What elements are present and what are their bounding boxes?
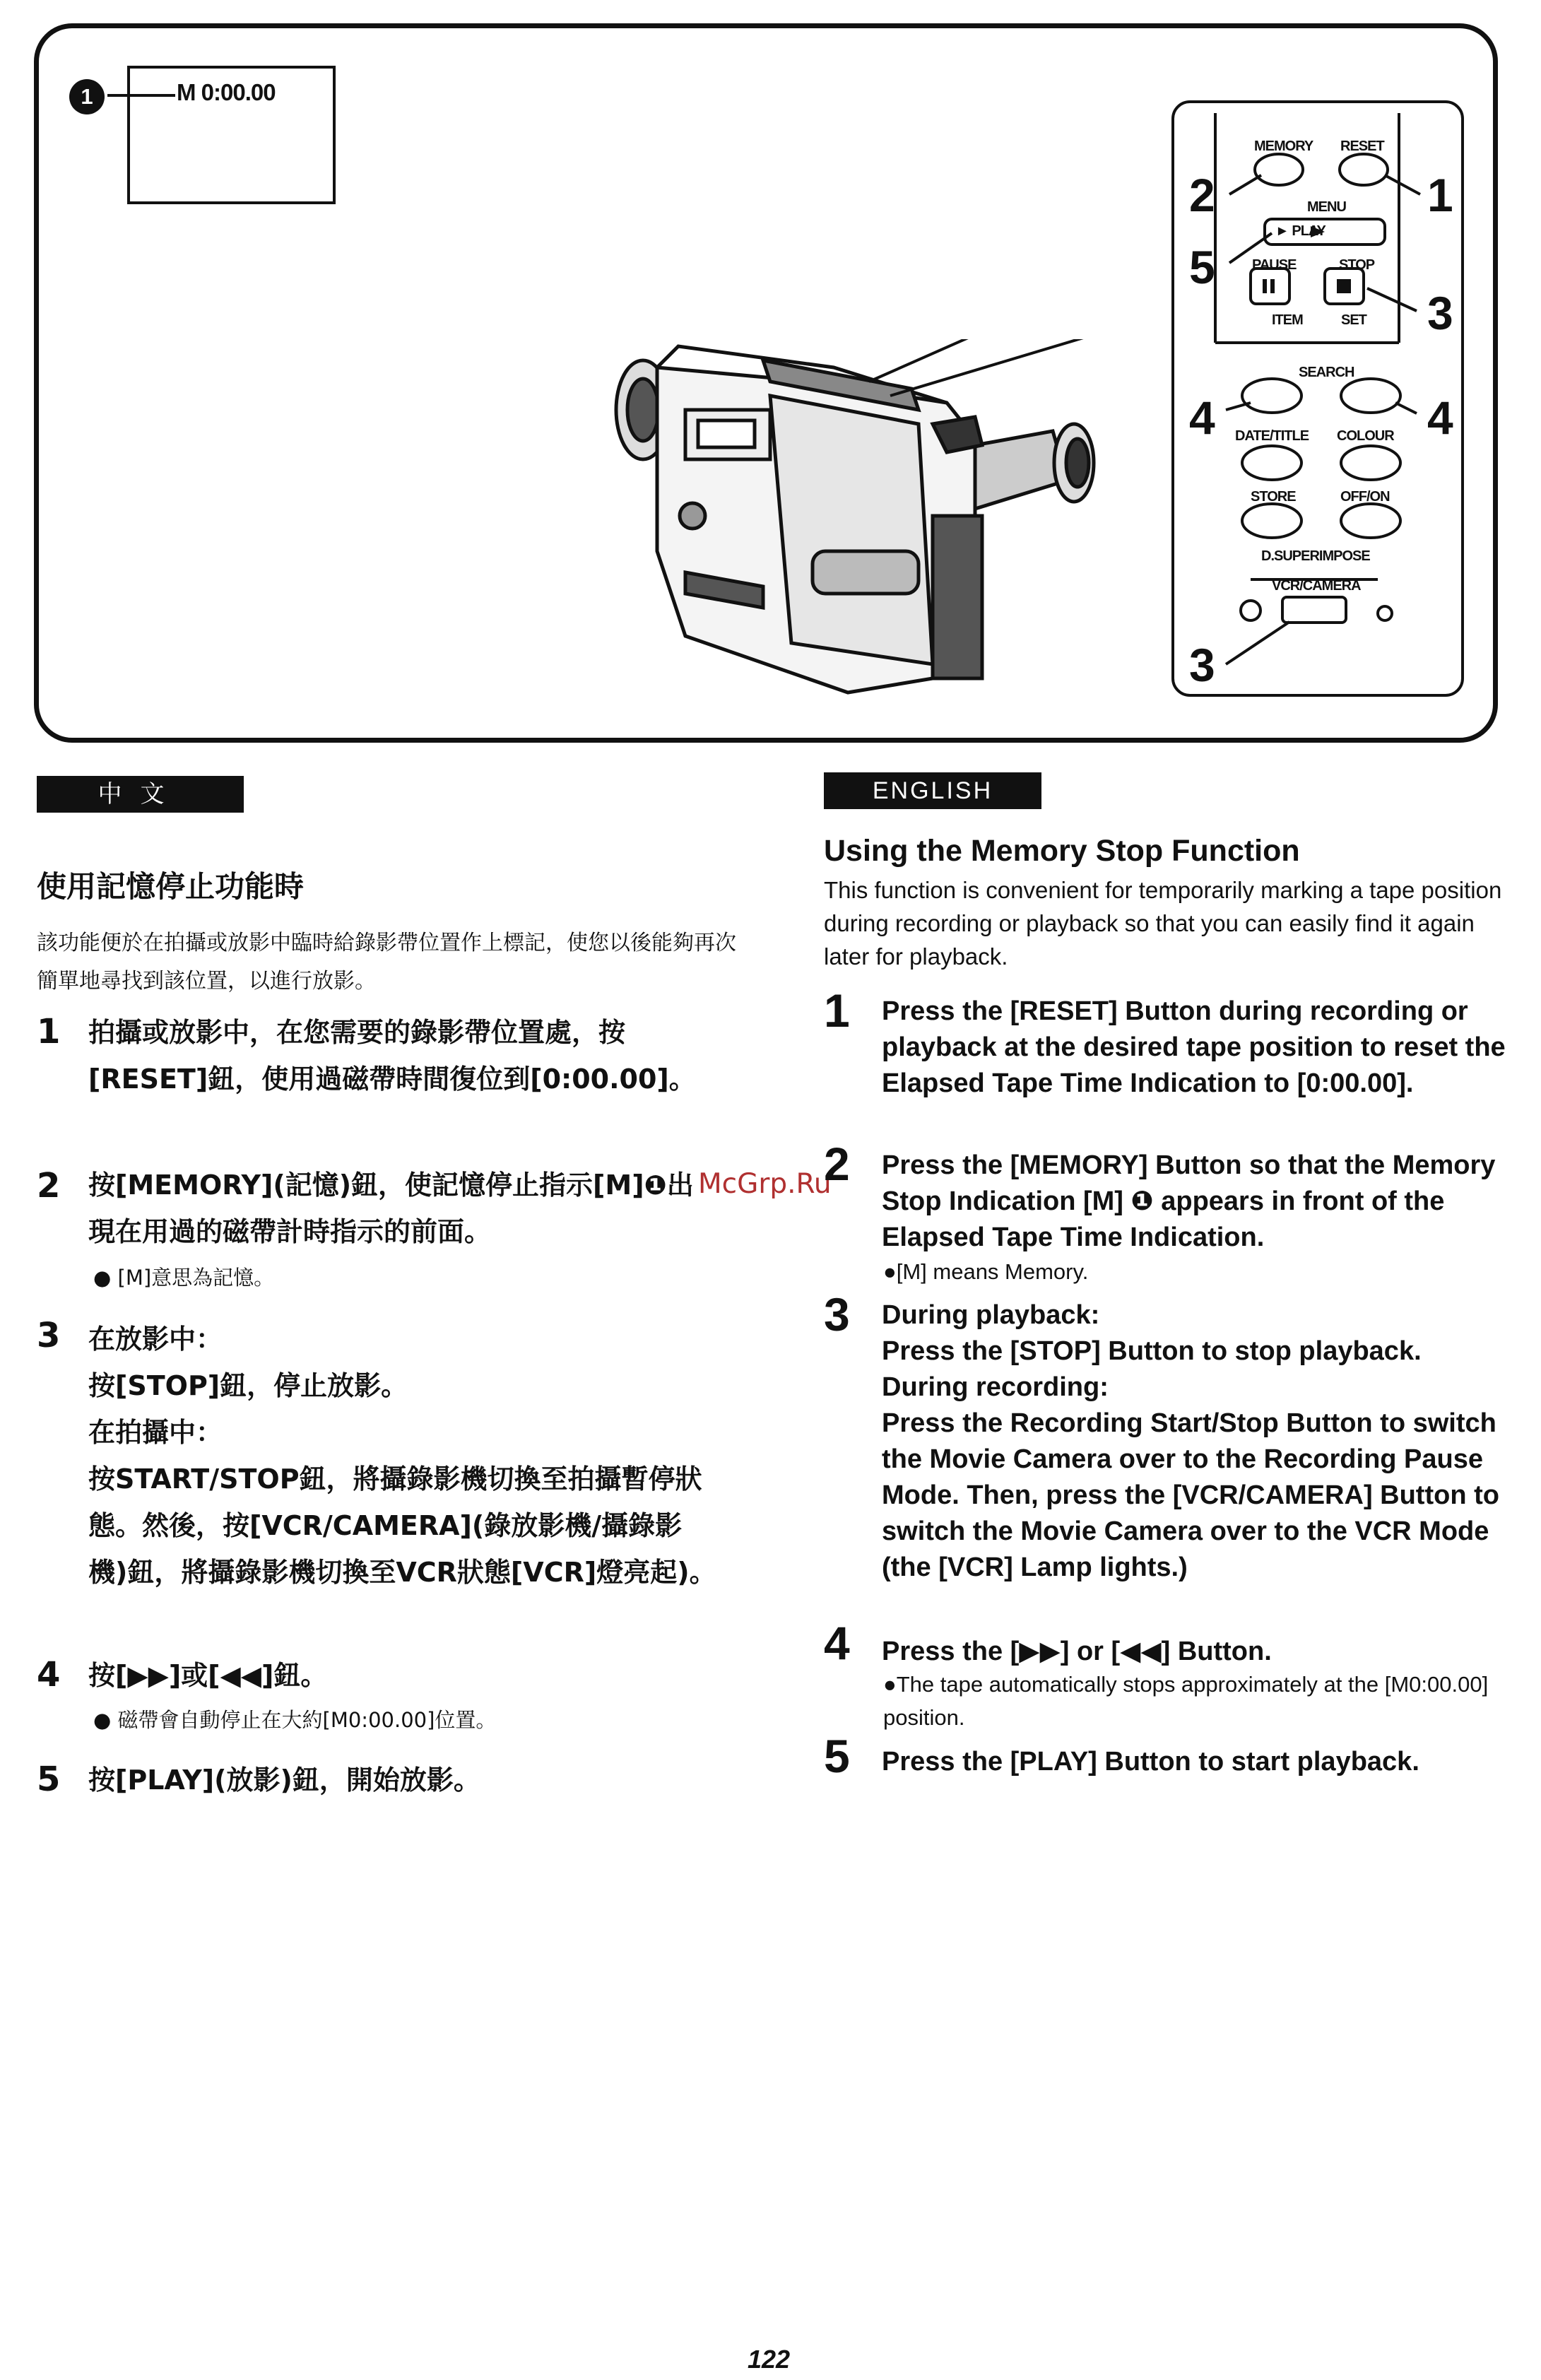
page-number: 122 [748, 2345, 791, 2374]
chinese-title: 使用記憶停止功能時 [37, 869, 305, 904]
en-step-2-text: Press the [MEMORY] Button so that the Memory Stop Indication [M] ❶ appears in front of the Elapsed Tape Time Indication. [882, 1150, 1496, 1252]
camcorder-illustration [579, 339, 1187, 714]
zh-step-5-number: 5 [37, 1760, 61, 1799]
zh-step-1-text: 拍攝或放影中，在您需要的錄影帶位置處，按[RESET]鈕，使用過磁帶時間復位到[0:00.00]。 [88, 1017, 696, 1095]
reset-label: RESET [1340, 139, 1384, 154]
store-label: STORE [1251, 489, 1296, 505]
search-label: SEARCH [1299, 365, 1354, 380]
item-label: ITEM [1272, 312, 1303, 328]
en-step-3-line-2: Press the [STOP] Button to stop playback. [882, 1336, 1422, 1366]
zh-step-1-number: 1 [37, 1012, 61, 1051]
lcd-display-text: M 0:00.00 [177, 79, 276, 105]
english-title: Using the Memory Stop Function [824, 834, 1300, 868]
en-step-4-text: Press the [▶▶] or [◀◀] Button. [882, 1637, 1272, 1666]
zh-step-2-number: 2 [37, 1166, 61, 1206]
watermark: McGrp.Ru [698, 1168, 832, 1200]
en-step-5-text: Press the [PLAY] Button to start playback. [882, 1747, 1419, 1777]
callout-3-bottom: 3 [1189, 639, 1215, 691]
en-step-1-text: Press the [RESET] Button during recording or playback at the desired tape position to reset the Elapsed Tape Time Indication to [0:00.00]. [882, 996, 1506, 1098]
colour-label: COLOUR [1337, 428, 1394, 444]
zh-step-3-line-1: 在放影中： [88, 1324, 223, 1355]
zh-step-3-number: 3 [37, 1316, 61, 1355]
play-label: ► PLAY [1275, 223, 1326, 239]
en-step-4-number: 4 [824, 1617, 850, 1669]
en-step-3-line-3: During recording: [882, 1372, 1109, 1402]
en-step-2-note: ●[M] means Memory. [883, 1259, 1089, 1284]
callout-1: 1 [1427, 169, 1453, 221]
zh-step-4-note: ● 磁帶會自動停止在大約[M0:00.00]位置。 [93, 1708, 497, 1732]
zh-step-4-number: 4 [37, 1655, 61, 1695]
zh-step-5-text: 按[PLAY](放影)鈕，開始放影。 [88, 1765, 480, 1796]
en-step-5-number: 5 [824, 1730, 850, 1782]
date-title-label: DATE/TITLE [1235, 428, 1309, 444]
en-step-4-note: ●The tape automatically stops approximately at the [M0:00.00] position. [883, 1672, 1489, 1730]
memory-label: MEMORY [1254, 139, 1313, 154]
vcr-camera-label: VCR/CAMERA [1272, 578, 1361, 594]
zh-step-4-text: 按[▶▶]或[◀◀]鈕。 [88, 1660, 328, 1691]
callout-1: 1 [69, 79, 105, 114]
chinese-intro: 該功能便於在拍攝或放影中臨時給錄影帶位置作上標記，使您以後能夠再次簡單地尋找到該位置，以進行放影。 [37, 931, 736, 994]
zh-step-3-line-3: 在拍攝中： [88, 1417, 223, 1448]
zh-step-2-text: 按[MEMORY](記憶)鈕，使記憶停止指示[M]❶出現在用過的磁帶計時指示的前面。 [88, 1170, 694, 1247]
chinese-section-tab: 中文 [37, 776, 244, 813]
stop-label: STOP [1339, 257, 1375, 273]
en-step-3-line-1: During playback: [882, 1300, 1100, 1330]
callout-2: 2 [1189, 169, 1215, 221]
menu-label: MENU [1307, 199, 1346, 215]
zh-step-3-line-2: 按[STOP]鈕，停止放影。 [88, 1370, 408, 1401]
english-intro: This function is convenient for temporarily marking a tape position during recording or playback so that you can easily find it again later for playback. [824, 877, 1502, 970]
english-section-tab: ENGLISH [824, 772, 1041, 809]
en-step-1-number: 1 [824, 984, 850, 1037]
d-superimpose-label: D.SUPERIMPOSE [1261, 548, 1370, 564]
callout-5: 5 [1189, 241, 1215, 293]
callout-4-left: 4 [1189, 391, 1215, 444]
zh-step-3-line-4: 按START/STOP鈕，將攝錄影機切換至拍攝暫停狀態。然後，按[VCR/CAMERA](錄放影機/攝錄影機)鈕，將攝錄影機切換至VCR狀態[VCR]燈亮起)。 [88, 1463, 716, 1588]
set-label: SET [1341, 312, 1366, 328]
en-step-2-number: 2 [824, 1138, 850, 1190]
pause-label: PAUSE [1252, 257, 1297, 273]
en-step-3-line-4: Press the Recording Start/Stop Button to switch the Movie Camera over to the Recording Pause Mode. Then, press the [VCR/CAMERA] Button to switch the Movie Camera over to the VCR Mode (the [VCR] Lamp lights.) [882, 1408, 1499, 1582]
callout-3: 3 [1427, 287, 1453, 339]
en-step-3-number: 3 [824, 1288, 850, 1341]
callout-4-right: 4 [1427, 391, 1453, 444]
off-on-label: OFF/ON [1340, 489, 1390, 505]
zh-step-2-note: ● [M]意思為記憶。 [93, 1266, 275, 1290]
